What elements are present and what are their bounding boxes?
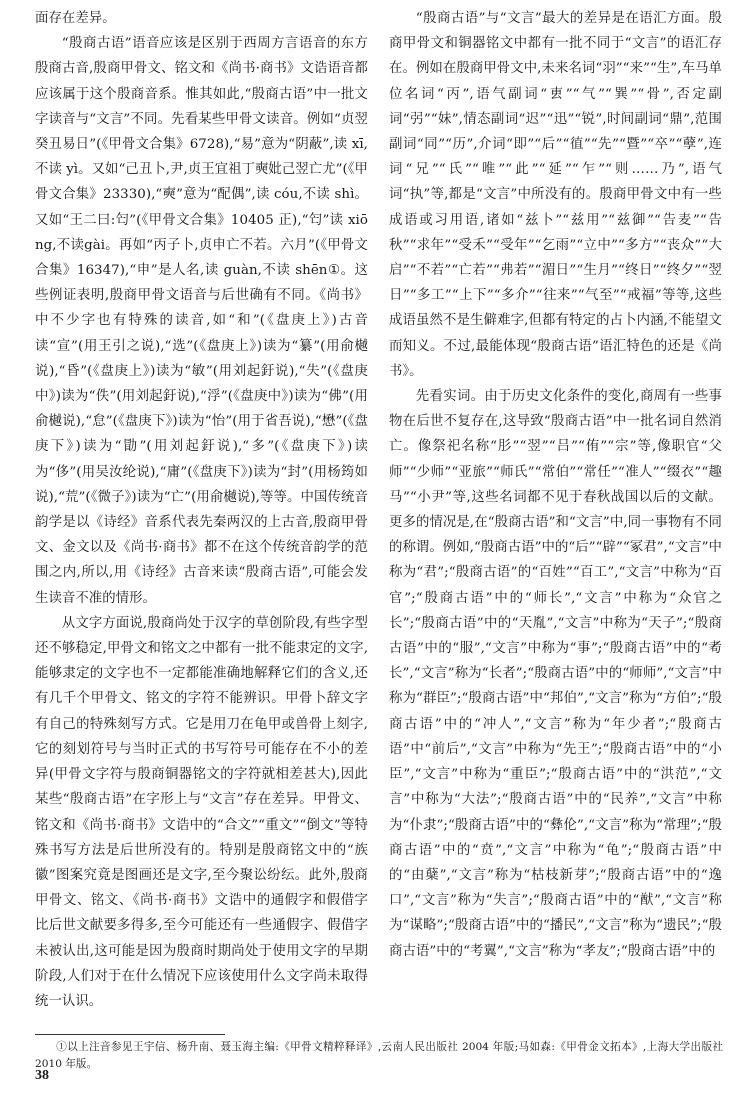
footnote: ①以上注音参见王宇信、杨升南、聂玉海主编:《甲骨文精粹释译》,云南人民出版社 2004 年版;马如森:《甲骨金文拓本》,上海大学出版社 2010 年版。: [35, 1041, 723, 1070]
paragraph: “殷商古语”语音应该是区别于西周方言语音的东方殷商古音,殷商甲骨文、铭文和《尚书·商书》文诰语音都应该属于这个殷商音系。惟其如此,“殷商古语”中一批文字读音与“文言”不同。先看某些甲骨文读音。例如“贞翌癸丑易日”(《甲骨文合集》6728),“易”意为“阴蔽”,读 xī,不读 yì。又如“己丑卜,尹,贞王宜祖丁奭妣己翌亡尤”(《甲骨文合集》23330),“奭”意为“配偶”,读 cóu,不读 shì。又如“王二曰:匄”(《甲骨文合集》10405 正),“匄”读 xiōng,不读gài。再如“丙子卜,贞申亡不若。六月”(《甲骨文合集》16347),“申”是人名,读 guàn,不读 shēn①。这些例证表明,殷商甲骨文语音与后世确有不同。《尚书》中不少字也有特殊的读音,如“和”(《盘庚上》)古音读“宣”(用王引之说),“选”(《盘庚上》)读为“纂”(用俞樾说),“昏”(《盘庚上》)读为“敏”(用刘起釪说),“失”(《盘庚中》)读为“佚”(用刘起釪说),“浮”(《盘庚中》)读为“佛”(用俞樾说),“怠”(《盘庚下》)读为“怡”(用于省吾说),“懋”(《盘庚下》)读为“勖”(用刘起釪说),“多”(《盘庚下》)读为“侈”(用吴汝纶说),“庸”(《盘庚下》)读为“封”(用杨筠如说),“荒”(《微子》)读为“亡”(用俞樾说),等等。中国传统音韵学是以《诗经》音系代表先秦两汉的上古音,殷商甲骨文、金文以及《尚书·商书》都不在这个传统音韵学的范围之内,所以,用《诗经》古音来读“殷商古语”,可能会发生读音不准的情形。: [35, 36, 368, 606]
page-number: 38: [35, 1068, 49, 1083]
right-column: [389, 6, 722, 964]
paragraph: 先看实词。由于历史文化条件的变化,商周有一些事物在后世不复存在,这导致“殷商古语”中一批名词自然消亡。像祭祀名称“肜”“翌”“吕”“侑”“宗”等,像职官“父师”“少师”“亚旅”“师氏”“常伯”“常任”“准人”“缀衣”“趣马”“小尹”等,这些名词都不见于春秋战国以后的文献。更多的情况是,在“殷商古语”和“文言”中,同一事物有不同的称谓。例如,“殷商古语”中的“后”“辟”“冢君”,“文言”中称为“君”;“殷商古语”的“百姓”“百工”,“文言”中称为“百官”;“殷商古语”中的“师长”,“文言”中称为“众官之长”;“殷商古语”中的“天胤”,“文言”中称为“天子”;“殷商古语”中的“服”,“文言”中称为“事”;“殷商古语”中的“耇长”,“文言”称为“长者”;“殷商古语”中的“师师”,“文言”中称为“群臣”;“殷商古语”中“邦伯”,“文言”称为“方伯”;“殷商古语”中的“冲人”,“文言”称为“年少者”;“殷商古语”中“前后”,“文言”中称为“先王”;“殷商古语”中的“小臣”,“文言”中称为“重臣”;“殷商古语”中的“洪范”,“文言”中称为“大法”;“殷商古语”中的“民养”,“文言”中称为“仆隶”;“殷商古语”中的“彝伦”,“文言”称为“常理”;“殷商古语”中的“贲”,“文言”中称为“龟”;“殷商古语”中的“由蘖”,“文言”称为“枯枝新芽”;“殷商古语”中的“逸口”,“文言”称为“失言”;“殷商古语”中的“猷”,“文言”称为“谋略”;“殷商古语”中的“播民”,“文言”称为“遗民”;“殷商古语”中的“考翼”,“文言”称为“孝友”;“殷商古语”中的: [389, 389, 722, 959]
footnote-divider: [35, 1034, 225, 1035]
paragraph: 从文字方面说,殷商尚处于汉字的草创阶段,有些字型还不够稳定,甲骨文和铭文之中都有一批不能隶定的文字,能够隶定的文字也不一定都能准确地解释它们的含义,还有几千个甲骨文、铭文的字符不能辨识。甲骨卜辞文字有自己的特殊刻写方式。它是用刀在龟甲或兽骨上刻字,它的刻划符号与当时正式的书写符号可能存在不小的差异(甲骨文字符与殷商铜器铭文的字符就相差甚大),因此某些“殷商古语”在字形上与“文言”存在差异。甲骨文、铭文和《尚书·商书》文诰中的“合文”“重文”“倒文”等特殊书写方法是后世所没有的。特别是殷商铭文中的“族徽”图案究竟是图画还是文字,至今聚讼纷纭。此外,殷商甲骨文、铭文、《尚书·商书》文诰中的通假字和假借字比后世文献要多得多,至今可能还有一些通假字、假借字未被认出,这可能是因为殷商时期尚处于使用文字的早期阶段,人们对于在什么情况下应该使用什么文字尚未取得统一认识。: [35, 615, 368, 1009]
paragraph: “殷商古语”与“文言”最大的差异是在语汇方面。殷商甲骨文和铜器铭文中都有一批不同于“文言”的语汇存在。例如在殷商甲骨文中,未来名词“羽”“来”“生”,车马单位名词“丙”,语气副词“叀”“气”“巽”“骨”,否定副词“弜”“妹”,情态副词“迟”“迅”“锐”,时间副词“鼎”,范围副词“同”“历”,介词“即”“后”“徝”“先”“暨”“卒”“孽”,连词“兄”“氏”“唯”“此”“延”“乍”“则……乃”,语气词“执”等,都是“文言”中所没有的。殷商甲骨文中有一些成语或习用语,诸如“兹卜”“兹用”“兹御”“告麦”“告秋”“求年”“受禾”“受年”“乞雨”“立中”“多方”“丧众”“大启”“不若”“亡若”“弗若”“湄日”“生月”“终日”“终夕”“翌日”“多工”“上下”“多介”“往来”“气至”“戒福”等等,这些成语虽然不是生僻难字,但都有特定的占卜内涵,不能望文而知义。不过,最能体现“殷商古语”语汇特色的还是《尚书》。: [389, 11, 722, 379]
paragraph: 面存在差异。: [35, 11, 116, 26]
left-column: [35, 6, 368, 1014]
